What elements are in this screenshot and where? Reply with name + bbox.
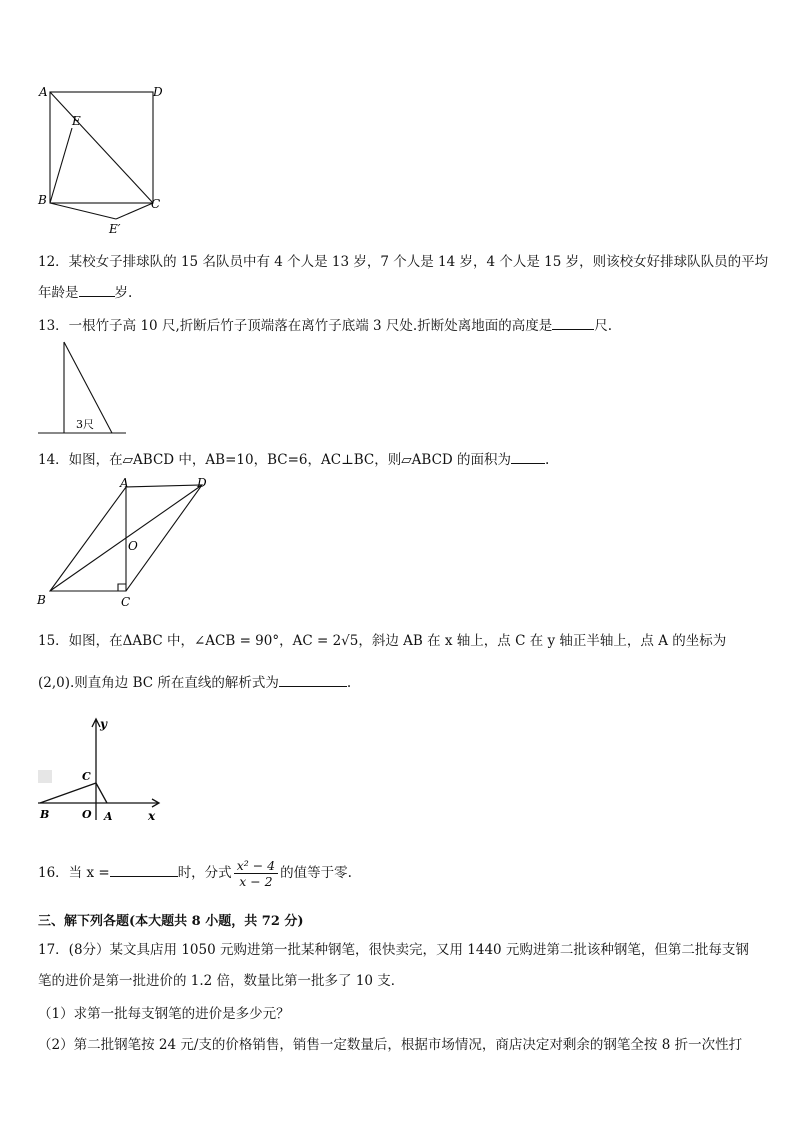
question-14 bbox=[38, 448, 549, 468]
q14-text-post: . bbox=[545, 452, 550, 468]
q16-denominator: x − 2 bbox=[239, 874, 273, 889]
q16-numerator: x² − 4 bbox=[234, 858, 278, 874]
label-o: O bbox=[128, 539, 138, 553]
figure-parallelogram bbox=[34, 474, 214, 614]
q16-text-post: 的值等于零. bbox=[280, 865, 352, 881]
question-17-line-2: 笔的进价是第一批进价的 1.2 倍，数量比第一批多了 10 支． bbox=[38, 973, 405, 989]
q13-answer-blank[interactable] bbox=[552, 317, 594, 330]
label-c: C bbox=[151, 197, 161, 211]
figure-coordinate-triangle bbox=[34, 712, 174, 827]
label-e: E bbox=[72, 114, 81, 128]
question-15-line-1: 15．如图，在ΔABC 中，∠ACB = 90°，AC = 2√5，斜边 AB 在 x 轴上，点 C 在 y 轴正半轴上，点 A 的坐标为 bbox=[38, 633, 727, 649]
label-b: B bbox=[40, 808, 50, 821]
question-13 bbox=[38, 314, 612, 334]
q13-text-post: 尺. bbox=[594, 318, 612, 334]
q15-text-pre: (2,0).则直角边 BC 所在直线的解析式为 bbox=[38, 675, 279, 691]
question-16 bbox=[38, 858, 352, 889]
q12-text-post: 岁. bbox=[114, 285, 133, 301]
label-a: A bbox=[39, 85, 48, 99]
q15-text-post: . bbox=[346, 675, 352, 691]
q16-answer-blank[interactable] bbox=[110, 864, 178, 877]
label-d: D bbox=[197, 476, 207, 490]
bamboo-distance-label: 3尺 bbox=[76, 418, 94, 431]
question-17-line-1: 17．(8分）某文具店用 1050 元购进第一批某种钢笔，很快卖完，又用 1440 元购进第二批该种钢笔，但第二批每支钢 bbox=[38, 942, 749, 958]
figure-bamboo bbox=[36, 338, 136, 438]
question-15-line-2 bbox=[38, 671, 351, 691]
label-a: A bbox=[104, 810, 113, 823]
q16-text-pre: 16．当 x = bbox=[38, 865, 110, 881]
q16-fraction bbox=[234, 858, 278, 889]
label-a: A bbox=[120, 476, 129, 490]
q14-answer-blank[interactable] bbox=[511, 451, 545, 464]
q15-answer-blank[interactable] bbox=[279, 674, 347, 687]
label-c: C bbox=[121, 595, 131, 609]
question-12-line-2 bbox=[38, 281, 132, 301]
label-b: B bbox=[38, 193, 47, 207]
label-b: B bbox=[37, 593, 46, 607]
section-3-heading: 三、解下列各题(本大题共 8 小题，共 72 分) bbox=[38, 914, 304, 929]
label-d: D bbox=[153, 85, 163, 99]
question-17-part-1: （1）求第一批每支钢笔的进价是多少元？ bbox=[38, 1006, 290, 1022]
axis-label-y: y bbox=[100, 717, 107, 731]
question-17-part-2: （2）第二批钢笔按 24 元/支的价格销售，销售一定数量后，根据市场情况，商店决定对剩余的钢笔全按 8 折一次性打 bbox=[38, 1037, 743, 1053]
question-12-line-1: 12．某校女子排球队的 15 名队员中有 4 个人是 13 岁，7 个人是 14 岁，4 个人是 15 岁，则该校女好排球队队员的平均 bbox=[38, 254, 769, 270]
label-o: O bbox=[82, 808, 92, 821]
q12-answer-blank[interactable] bbox=[79, 284, 115, 297]
figure-square-abcd bbox=[30, 82, 170, 238]
label-e-prime: E′ bbox=[109, 222, 121, 236]
q12-text-pre: 年龄是 bbox=[38, 285, 79, 301]
q13-text-pre: 13．一根竹子高 10 尺,折断后竹子顶端落在离竹子底端 3 尺处.折断处离地面的高度是 bbox=[38, 318, 553, 334]
label-c: C bbox=[82, 770, 91, 783]
q16-text-mid: 时，分式 bbox=[177, 865, 232, 881]
q14-text-pre: 14．如图，在▱ABCD 中，AB=10，BC=6，AC⊥BC，则▱ABCD 的面积为 bbox=[38, 452, 512, 468]
axis-label-x: x bbox=[148, 809, 156, 823]
